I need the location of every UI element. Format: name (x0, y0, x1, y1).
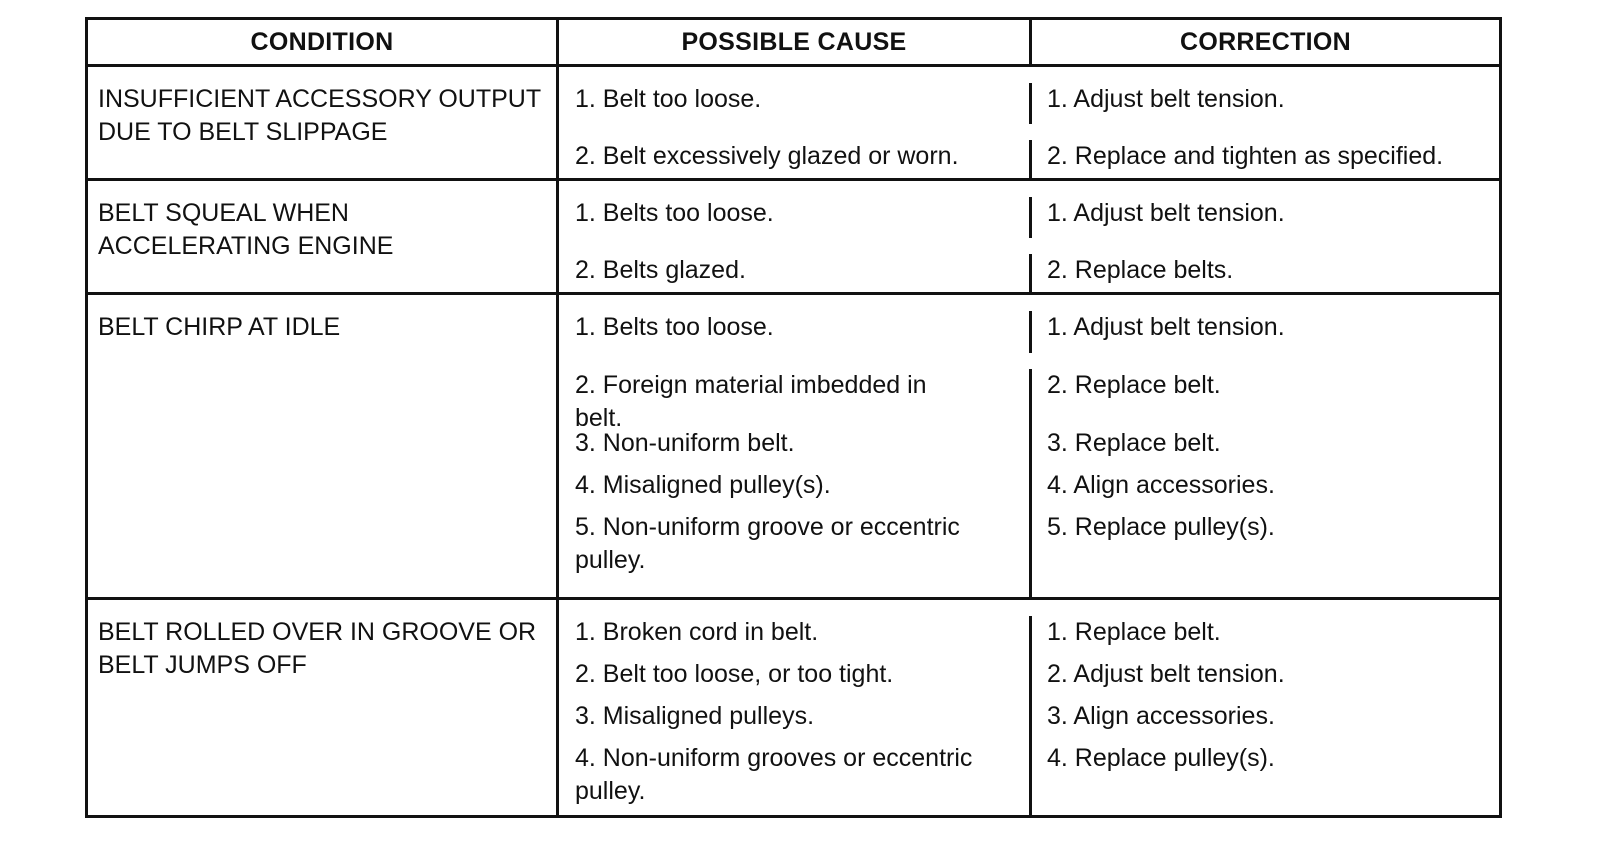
correction-cell: 1. Replace belt. (1047, 618, 1221, 646)
diagnosis-table (85, 17, 1502, 818)
cause-cell: 1. Belts too loose. (559, 197, 1032, 238)
table-row-group (88, 295, 1499, 600)
condition-cell: BELT CHIRP AT IDLE (88, 295, 559, 597)
cause-cell: 2. Foreign material imbedded in belt. (559, 369, 1032, 427)
header-correction: CORRECTION (1179, 27, 1352, 56)
header-condition: CONDITION (88, 20, 559, 64)
header-possible-cause: POSSIBLE CAUSE (559, 20, 1032, 64)
correction-cell: 2. Replace belts. (1047, 256, 1234, 284)
cause-cell: 4. Misaligned pulley(s). (559, 469, 1032, 511)
correction-cell: 2. Replace and tighten as specified. (1047, 142, 1444, 170)
table-row-group (88, 181, 1499, 295)
condition-cell: INSUFFICIENT ACCESSORY OUTPUT DUE TO BELT SLIPPAGE (88, 67, 559, 178)
correction-cell: 2. Adjust belt tension. (1047, 660, 1285, 688)
cause-cell: 4. Non-uniform grooves or eccentric pulley. (559, 742, 1032, 815)
correction-cell: 5. Replace pulley(s). (1047, 513, 1275, 541)
correction-cell: 1. Adjust belt tension. (1047, 85, 1285, 113)
correction-cell: 4. Align accessories. (1047, 471, 1275, 499)
condition-cell: BELT ROLLED OVER IN GROOVE OR BELT JUMPS OFF (88, 600, 559, 815)
correction-cell: 3. Align accessories. (1047, 702, 1275, 730)
cause-cell: 1. Belts too loose. (559, 311, 1032, 353)
table-row-group (88, 67, 1499, 181)
table-header (88, 20, 1499, 67)
correction-cell: 4. Replace pulley(s). (1047, 744, 1275, 772)
correction-cell: 1. Adjust belt tension. (1047, 313, 1285, 341)
cause-cell: 3. Misaligned pulleys. (559, 700, 1032, 742)
correction-cell: 2. Replace belt. (1047, 371, 1221, 399)
table-row-group (88, 600, 1499, 815)
cause-cell: 2. Belt too loose, or too tight. (559, 658, 1032, 700)
cause-cell: 1. Broken cord in belt. (559, 616, 1032, 658)
cause-cell: 1. Belt too loose. (559, 83, 1032, 124)
cause-cell: 3. Non-uniform belt. (559, 427, 1032, 469)
cause-cell: 5. Non-uniform groove or eccentric pulley. (559, 511, 1032, 597)
condition-cell: BELT SQUEAL WHEN ACCELERATING ENGINE (88, 181, 559, 292)
cause-cell: 2. Belt excessively glazed or worn. (559, 140, 1032, 178)
correction-cell: 3. Replace belt. (1047, 429, 1221, 457)
cause-cell: 2. Belts glazed. (559, 254, 1032, 292)
correction-cell: 1. Adjust belt tension. (1047, 199, 1285, 227)
